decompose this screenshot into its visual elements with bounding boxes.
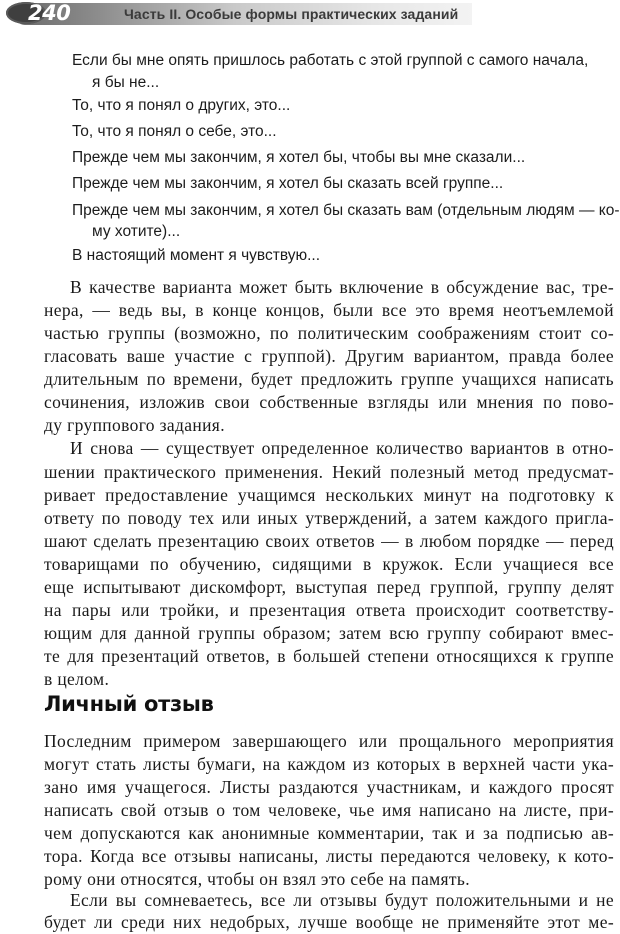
running-header <box>0 0 620 34</box>
phrase-item: То, что я понял о себе, это... <box>72 123 277 140</box>
text-line: в целом. <box>44 669 110 689</box>
text-line: частью группы (возможно, по политическим соображениям стоит со- <box>44 323 614 343</box>
text-line: те для презентаций ответов, в большей степени относящихся к группе <box>44 646 614 666</box>
text-line: еще испытывают дискомфорт, выступая перед группой, группу делят <box>44 577 614 597</box>
text-line: гласовать ваше участие с группой). Другим вариантом, правда более <box>44 346 614 366</box>
text-line: нера, — ведь вы, в конце концов, были все это время неотъемлемой <box>44 300 614 320</box>
phrase-item: В настоящий момент я чувствую... <box>72 247 321 264</box>
text-line: Если вы сомневаетесь, все ли отзывы будут положительными и не <box>70 890 614 910</box>
text-line: ющим для данной группы образом; затем всю группу собирают вмес- <box>44 623 614 643</box>
text-line: могут стать листы бумаги, на каждом из которых в верхней части ука- <box>44 754 614 774</box>
text-line: зано имя учащегося. Листы раздаются участникам, и каждого просят <box>44 777 614 797</box>
text-line: ривает предоставление учащимся нескольких минут на подготовку к <box>44 485 614 505</box>
text-line: И снова — существует определенное количество вариантов в отно- <box>70 438 614 458</box>
text-line: длительным по времени, будет предложить группе учащихся написать <box>44 369 614 389</box>
text-line: тора. Когда все отзывы написаны, листы передаются человеку, к кото- <box>44 846 614 866</box>
phrase-item: му хотите)... <box>92 223 181 240</box>
text-line: будет ли среди них недобрых, лучше вообще не применяйте этот ме- <box>44 912 614 932</box>
page-number: 240 <box>28 1 71 25</box>
text-line: рому они относятся, чтобы он взял это себе на память. <box>44 869 470 889</box>
text-line: чем допускаются как анонимные комментарии, так и за подписью ав- <box>44 823 614 843</box>
phrase-item: Прежде чем мы закончим, я хотел бы, чтобы вы мне сказали... <box>72 149 526 166</box>
text-line: ответу по поводу тех или иных утверждений, а затем каждого пригла- <box>44 508 614 528</box>
text-line: товарищами по обучению, сидящими в кружок. Если учащиеся все <box>44 554 614 574</box>
phrase-item: Прежде чем мы закончим, я хотел бы сказать вам (отдельным людям — ко- <box>72 202 620 219</box>
text-line: ду группового задания. <box>44 415 225 435</box>
text-line: написать свой отзыв о том человеке, чье имя написано на листе, при- <box>44 800 614 820</box>
phrase-item: Если бы мне опять пришлось работать с этой группой с самого начала, <box>72 52 589 69</box>
text-line: Последним примером завершающего или прощального мероприятия <box>44 731 614 751</box>
text-line: сочинения, изложив свои собственные взгляды или мнения по пово- <box>44 392 614 412</box>
text-line: на пары или тройки, и презентация ответа происходит соответству- <box>44 600 614 620</box>
section-heading: Личный отзыв <box>44 692 214 716</box>
phrase-item: То, что я понял о других, это... <box>72 97 291 114</box>
text-line: В качестве варианта может быть включение в обсуждение вас, тре- <box>70 277 614 297</box>
phrase-item: я бы не... <box>92 74 160 91</box>
phrase-item: Прежде чем мы закончим, я хотел бы сказать всей группе... <box>72 175 504 192</box>
running-title: Часть II. Особые формы практических заданий <box>124 6 459 22</box>
text-line: шают сделать презентацию своих ответов — в любом порядке — перед <box>44 531 614 551</box>
text-line: шении практического применения. Некий полезный метод предусмат- <box>44 462 614 482</box>
